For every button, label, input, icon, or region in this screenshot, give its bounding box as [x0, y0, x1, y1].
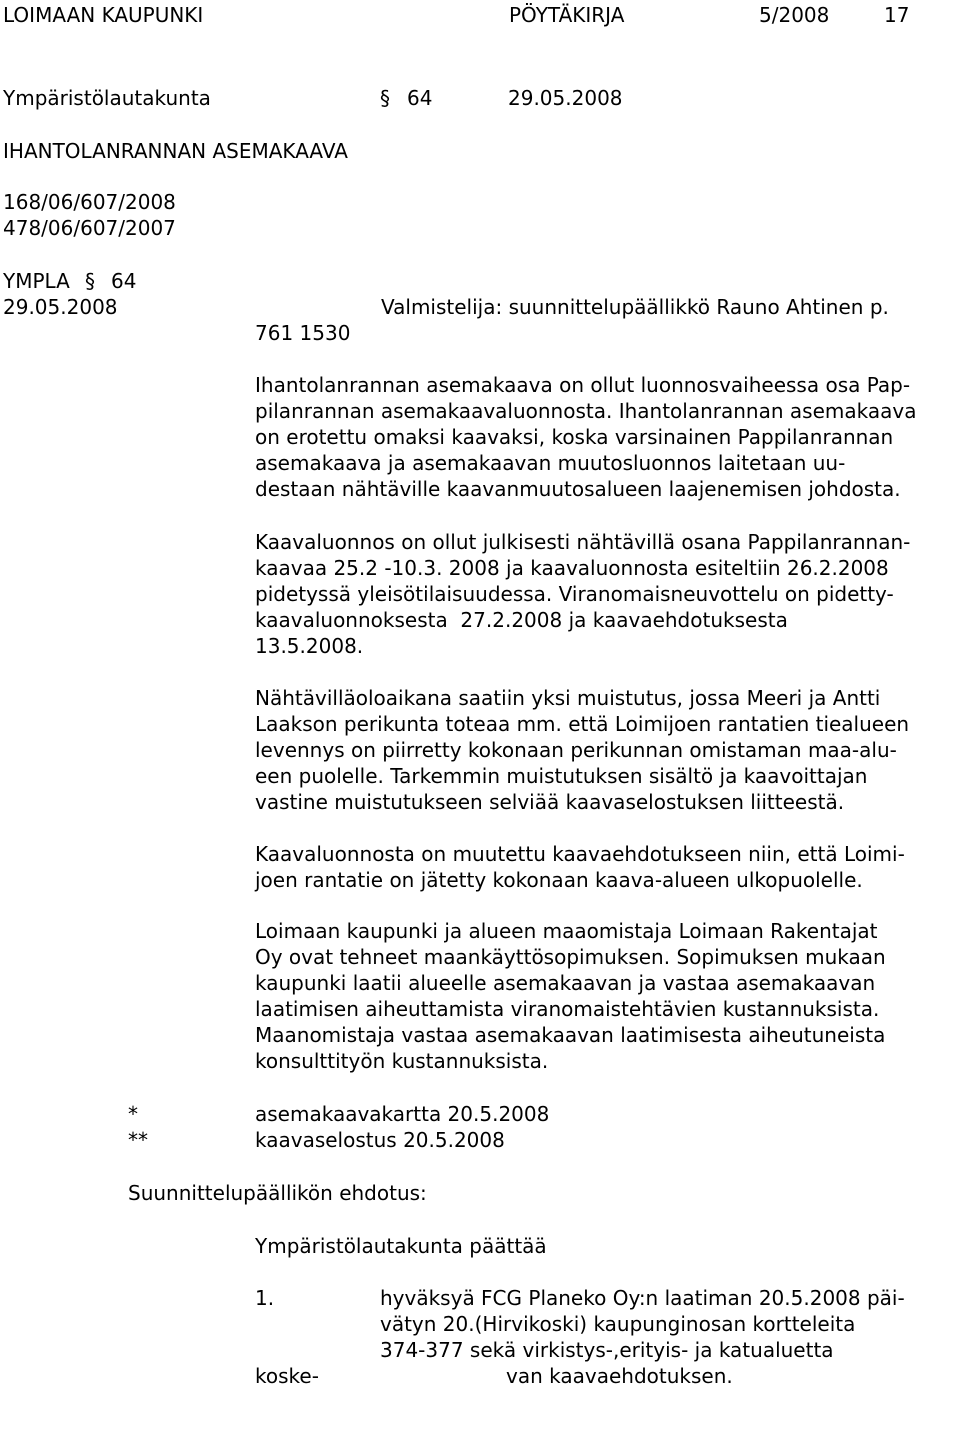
preparer-line: Valmistelija: suunnittelupäällikkö Rauno Ahtinen p.	[381, 295, 889, 319]
paragraph-line: destaan nähtäville kaavanmuutosalueen laajenemisen johdosta.	[255, 477, 901, 501]
attachment-mark: **	[128, 1128, 148, 1152]
paragraph-line: kaavaa 25.2 -10.3. 2008 ja kaavaluonnosta esiteltiin 26.2.2008	[255, 556, 889, 580]
decision-item-line: hyväksyä FCG Planeko Oy:n laatiman 20.5.2008 päi-	[380, 1286, 905, 1310]
proposal-label: Suunnittelupäällikön ehdotus:	[128, 1181, 427, 1205]
decision-item-line: vätyn 20.(Hirvikoski) kaupunginosan kortteleita	[380, 1312, 856, 1336]
reference-number: 478/06/607/2007	[3, 216, 176, 240]
attachment-mark: *	[128, 1102, 138, 1126]
paragraph-line: vastine muistutukseen selviää kaavaselostuksen liitteestä.	[255, 790, 845, 814]
paragraph-line: Maanomistaja vastaa asemakaavan laatimisesta aiheutuneista	[255, 1023, 886, 1047]
paragraph-line: Kaavaluonnos on ollut julkisesti nähtävillä osana Pappilanrannan-	[255, 530, 911, 554]
attachment-text: kaavaselostus 20.5.2008	[255, 1128, 505, 1152]
reference-number: 168/06/607/2008	[3, 190, 176, 214]
section-number: 64	[407, 86, 433, 110]
preparer-phone: 761 1530	[255, 321, 351, 345]
meeting-date: 29.05.2008	[508, 86, 623, 110]
paragraph-line: Loimaan kaupunki ja alueen maaomistaja Loimaan Rakentajat	[255, 919, 878, 943]
decision-intro: Ympäristölautakunta päättää	[255, 1234, 547, 1258]
document-title: IHANTOLANRANNAN ASEMAKAAVA	[3, 139, 348, 163]
paragraph-line: Oy ovat tehneet maankäyttösopimuksen. Sopimuksen mukaan	[255, 945, 886, 969]
paragraph-line: pilanrannan asemakaavaluonnosta. Ihantolanrannan asemakaava	[255, 399, 917, 423]
decision-item-last-right: van kaavaehdotuksen.	[506, 1364, 733, 1388]
header-page-number: 17	[884, 3, 910, 27]
paragraph	[255, 685, 955, 815]
ympla-number: 64	[111, 269, 137, 293]
paragraph	[255, 841, 955, 893]
ympla-label: YMPLA	[3, 269, 70, 293]
header-doc-number: 5/2008	[759, 3, 830, 27]
header-doc-type: PÖYTÄKIRJA	[509, 3, 625, 27]
section-sign: §	[380, 86, 390, 110]
paragraph	[255, 372, 955, 502]
decision-item-line: 374-377 sekä virkistys-,erityis- ja katualuetta	[380, 1338, 834, 1362]
paragraph-line: Ihantolanrannan asemakaava on ollut luonnosvaiheessa osa Pap-	[255, 373, 911, 397]
ympla-section-sign: §	[85, 269, 95, 293]
paragraph-line: 13.5.2008.	[255, 634, 364, 658]
decision-item-last-left: koske-	[255, 1364, 319, 1388]
paragraph-line: een puolelle. Tarkemmin muistutuksen sisältö ja kaavoittajan	[255, 764, 868, 788]
decision-item-number: 1.	[255, 1286, 275, 1310]
paragraph-line: on erotettu omaksi kaavaksi, koska varsinainen Pappilanrannan	[255, 425, 894, 449]
attachment-text: asemakaavakartta 20.5.2008	[255, 1102, 550, 1126]
ympla-date: 29.05.2008	[3, 295, 118, 319]
paragraph-line: laatimisen aiheuttamista viranomaistehtävien kustannuksista.	[255, 997, 880, 1021]
paragraph-line: levennys on piirretty kokonaan perikunnan omistaman maa-alu-	[255, 738, 897, 762]
paragraph-line: asemakaava ja asemakaavan muutosluonnos laitetaan uu-	[255, 451, 846, 475]
header-org: LOIMAAN KAUPUNKI	[3, 3, 204, 27]
paragraph	[255, 529, 955, 659]
paragraph	[255, 918, 955, 1074]
committee-name: Ympäristölautakunta	[3, 86, 211, 110]
paragraph-line: Nähtävilläoloaikana saatiin yksi muistutus, jossa Meeri ja Antti	[255, 686, 881, 710]
paragraph-line: kaupunki laatii alueelle asemakaavan ja vastaa asemakaavan	[255, 971, 876, 995]
paragraph-line: Kaavaluonnosta on muutettu kaavaehdotukseen niin, että Loimi-	[255, 842, 905, 866]
paragraph-line: konsulttityön kustannuksista.	[255, 1049, 549, 1073]
paragraph-line: pidetyssä yleisötilaisuudessa. Viranomaisneuvottelu on pidetty-	[255, 582, 894, 606]
paragraph-line: joen rantatie on jätetty kokonaan kaava-alueen ulkopuolelle.	[255, 868, 863, 892]
paragraph-line: kaavaluonnoksesta 27.2.2008 ja kaavaehdotuksesta	[255, 608, 788, 632]
paragraph-line: Laakson perikunta toteaa mm. että Loimijoen rantatien tiealueen	[255, 712, 910, 736]
